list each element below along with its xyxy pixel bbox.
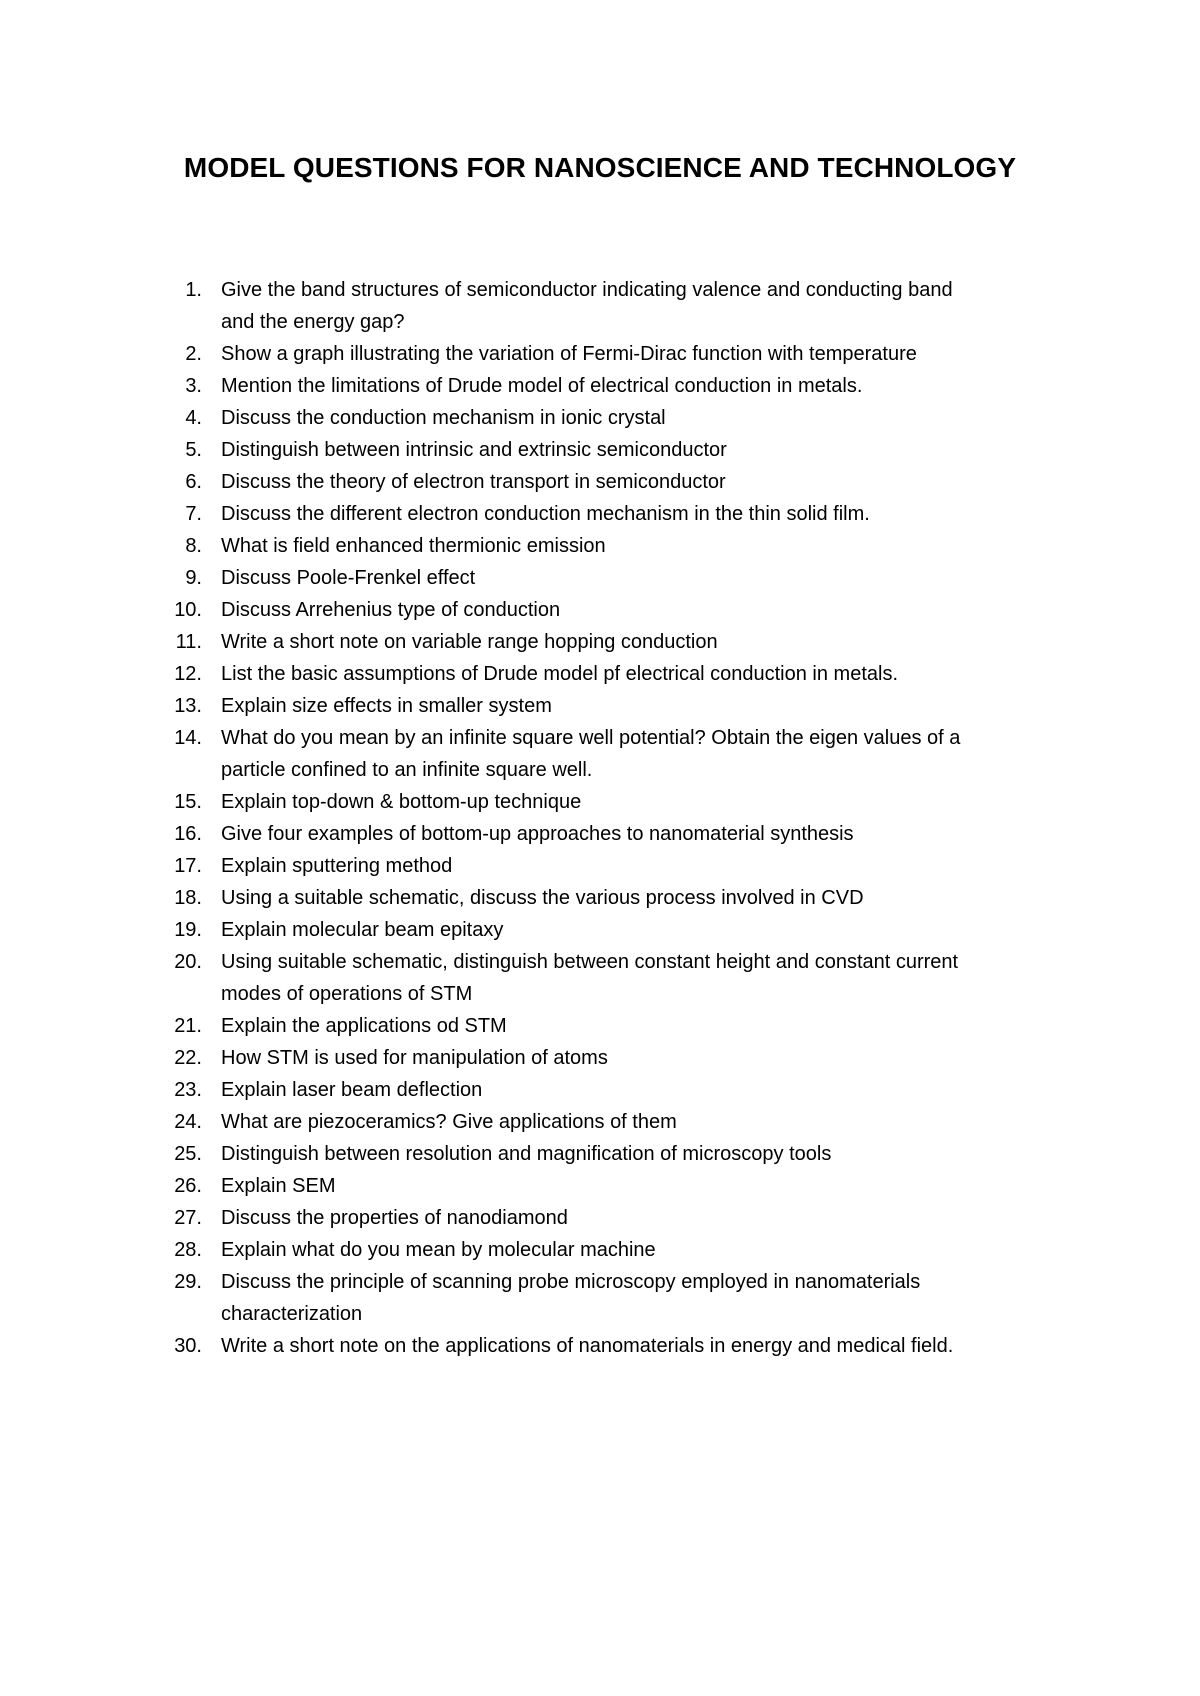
question-text-line: Discuss Arrehenius type of conduction [221, 599, 561, 621]
question-text-line: Explain what do you mean by molecular machine [221, 1239, 656, 1261]
question-text-line: particle confined to an infinite square well. [221, 759, 593, 781]
question-text-line: Explain top-down & bottom-up technique [221, 791, 582, 813]
question-text-line: Explain size effects in smaller system [221, 695, 552, 717]
question-item [160, 1170, 1060, 1202]
question-item [160, 434, 1060, 466]
question-number: 23. [174, 1079, 202, 1101]
question-text [221, 338, 917, 370]
question-number: 25. [174, 1143, 202, 1165]
question-item [160, 562, 1060, 594]
question-item [160, 370, 1060, 402]
question-number: 10. [174, 599, 202, 621]
question-item [160, 1138, 1060, 1170]
question-item [160, 658, 1060, 690]
question-number: 14. [174, 727, 202, 749]
question-number: 28. [174, 1239, 202, 1261]
question-number: 3. [185, 375, 202, 397]
question-text [221, 498, 870, 530]
question-item [160, 1010, 1060, 1042]
question-number: 29. [174, 1271, 202, 1293]
question-item [160, 626, 1060, 658]
question-text [221, 626, 718, 658]
question-text [221, 786, 581, 818]
question-number: 22. [174, 1047, 202, 1069]
question-text-line: Discuss the different electron conduction mechanism in the thin solid film. [221, 503, 870, 525]
question-text-line: Explain the applications od STM [221, 1015, 507, 1037]
question-text-line: Show a graph illustrating the variation of Fermi-Dirac function with temperature [221, 343, 917, 365]
question-item [160, 466, 1060, 498]
question-number: 19. [174, 919, 202, 941]
question-number: 15. [174, 791, 202, 813]
question-text-line: Explain molecular beam epitaxy [221, 919, 504, 941]
document-title: MODEL QUESTIONS FOR NANOSCIENCE AND TECHNOLOGY [183, 152, 1017, 183]
question-number: 7. [185, 503, 202, 525]
question-item [160, 1074, 1060, 1106]
question-text [221, 658, 898, 690]
question-text-line: Explain laser beam deflection [221, 1079, 483, 1101]
question-text [221, 1330, 953, 1362]
question-text [221, 1234, 656, 1266]
question-item [160, 1106, 1060, 1138]
question-number: 30. [174, 1335, 202, 1357]
question-text [221, 1106, 677, 1138]
question-text [221, 722, 960, 786]
question-number: 4. [185, 407, 202, 429]
question-item [160, 1234, 1060, 1266]
question-text-line: Discuss the conduction mechanism in ionic crystal [221, 407, 666, 429]
question-number: 20. [174, 951, 202, 973]
question-number: 11. [175, 631, 202, 653]
question-text-line: and the energy gap? [221, 311, 405, 333]
question-item [160, 498, 1060, 530]
question-number: 2. [185, 343, 202, 365]
question-text [221, 850, 452, 882]
question-item [160, 882, 1060, 914]
question-text [221, 1074, 482, 1106]
question-text [221, 370, 862, 402]
question-text-line: characterization [221, 1303, 363, 1325]
question-number: 13. [174, 695, 202, 717]
question-number: 5. [185, 439, 202, 461]
question-text [221, 594, 560, 626]
question-number: 16. [174, 823, 202, 845]
question-text [221, 562, 475, 594]
question-text [221, 466, 726, 498]
question-list [160, 274, 1060, 1362]
question-text [221, 434, 727, 466]
question-item [160, 1202, 1060, 1234]
question-text [221, 818, 854, 850]
question-text-line: Write a short note on variable range hopping conduction [221, 631, 718, 653]
question-text-line: Write a short note on the applications of nanomaterials in energy and medical field. [221, 1335, 954, 1357]
question-text-line: Discuss Poole-Frenkel effect [221, 567, 476, 589]
question-item [160, 690, 1060, 722]
question-text [221, 530, 606, 562]
question-item [160, 530, 1060, 562]
question-item [160, 274, 1060, 338]
question-number: 21. [174, 1015, 202, 1037]
question-text [221, 882, 864, 914]
question-number: 6. [185, 471, 202, 493]
question-number: 8. [185, 535, 202, 557]
question-text [221, 1202, 568, 1234]
question-number: 1. [185, 279, 202, 301]
question-text [221, 1042, 608, 1074]
question-number: 26. [174, 1175, 202, 1197]
question-item [160, 850, 1060, 882]
question-text-line: List the basic assumptions of Drude model pf electrical conduction in metals. [221, 663, 899, 685]
question-text-line: What do you mean by an infinite square well potential? Obtain the eigen values of a [221, 727, 961, 749]
question-text-line: What is field enhanced thermionic emission [221, 535, 606, 557]
question-text-line: Mention the limitations of Drude model of electrical conduction in metals. [221, 375, 863, 397]
question-item [160, 338, 1060, 370]
question-text-line: How STM is used for manipulation of atoms [221, 1047, 608, 1069]
question-text [221, 402, 666, 434]
question-number: 12. [174, 663, 202, 685]
question-text [221, 1010, 507, 1042]
question-number: 9. [185, 567, 202, 589]
question-number: 17. [174, 855, 202, 877]
question-item [160, 1042, 1060, 1074]
question-text [221, 690, 552, 722]
question-text-line: Discuss the theory of electron transport in semiconductor [221, 471, 726, 493]
question-number: 18. [174, 887, 202, 909]
question-text [221, 1266, 920, 1330]
question-text [221, 1170, 336, 1202]
question-text [221, 914, 503, 946]
question-text-line: Using suitable schematic, distinguish between constant height and constant current [221, 951, 959, 973]
question-text [221, 1138, 831, 1170]
question-text-line: Distinguish between intrinsic and extrinsic semiconductor [221, 439, 727, 461]
question-item [160, 1266, 1060, 1330]
question-text-line: Give the band structures of semiconductor indicating valence and conducting band [221, 279, 953, 301]
question-text-line: What are piezoceramics? Give applications of them [221, 1111, 677, 1133]
question-item [160, 818, 1060, 850]
question-text-line: modes of operations of STM [221, 983, 473, 1005]
question-item [160, 1330, 1060, 1362]
question-item [160, 594, 1060, 626]
question-text-line: Explain sputtering method [221, 855, 453, 877]
question-text-line: Discuss the properties of nanodiamond [221, 1207, 568, 1229]
question-text-line: Distinguish between resolution and magnification of microscopy tools [221, 1143, 832, 1165]
question-item [160, 722, 1060, 786]
question-number: 27. [174, 1207, 202, 1229]
question-item [160, 914, 1060, 946]
question-item [160, 786, 1060, 818]
question-text [221, 274, 953, 338]
question-item [160, 946, 1060, 1010]
question-text [221, 946, 958, 1010]
question-text-line: Give four examples of bottom-up approaches to nanomaterial synthesis [221, 823, 854, 845]
question-text-line: Using a suitable schematic, discuss the various process involved in CVD [221, 887, 864, 909]
question-text-line: Discuss the principle of scanning probe microscopy employed in nanomaterials [221, 1271, 921, 1293]
question-number: 24. [174, 1111, 202, 1133]
question-item [160, 402, 1060, 434]
question-text-line: Explain SEM [221, 1175, 336, 1197]
